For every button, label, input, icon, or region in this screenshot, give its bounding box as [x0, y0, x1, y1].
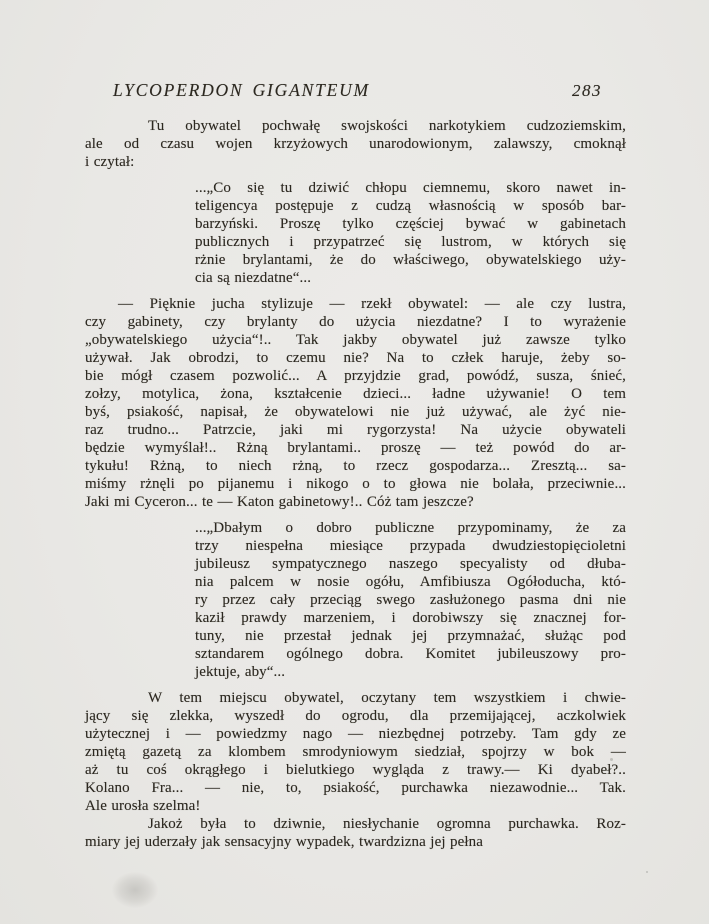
text-line: barzyński. Proszę tylko częściej bywać w gabinetach: [195, 216, 626, 232]
body-paragraph: [85, 815, 626, 851]
text-line: ...„Co się tu dziwić chłopu ciemnemu, skoro nawet in-: [195, 180, 626, 196]
page-header: [113, 80, 602, 101]
text-line: Kolano Fra... — nie, to, psiakość, purchawka niezawodnie... Tak.: [85, 780, 626, 796]
text-line: użytecznej i — powiedzmy nago — niezbędnej potrzeby. Tam gdy ze: [85, 726, 626, 742]
text-line: publicznych i przypatrzeć się lustrom, w których się: [195, 234, 626, 250]
blockquote-paragraph: [195, 179, 626, 287]
text-line: jektuje, aby“...: [195, 664, 286, 680]
text-body: [85, 117, 626, 851]
body-paragraph: [85, 117, 626, 171]
text-line: czy gabinety, czy brylanty do użycia niezdatne? I to wyrażenie: [85, 314, 626, 330]
text-line: teligencya postępuje z cudzą własnością w sposób bar-: [195, 198, 626, 214]
text-line: miary jej uderzały jak sensacyjny wypadek, twardzizna jej pełna: [85, 834, 484, 850]
text-line: używał. Jak obrodzi, to czemu nie? Na to człek haruje, żeby so-: [85, 350, 626, 366]
text-line: „obywatelskiego użycia“!.. Tak jakby obywatel już zawsze tylko: [85, 332, 626, 348]
body-paragraph: [85, 295, 626, 511]
text-line: zołzy, motylica, żona, kształcenie dzieci... ładne używanie! O tem: [85, 386, 626, 402]
text-line: zmiętą gazetą za klombem smrodyniowym siedział, spojrzy w bok —: [85, 744, 626, 760]
text-line: miśmy rżnęli po pijanemu i nikogo o to głowa nie bolała, przeciwnie...: [85, 476, 626, 492]
page-number: 283: [572, 81, 602, 100]
text-line: byś, psiakość, napisał, że obywatelowi nie już używać, ale żyć nie-: [85, 404, 626, 420]
text-line: ry przez cały przeciąg swego zasłużonego pasma dni nie: [195, 592, 626, 608]
blockquote-paragraph: [195, 519, 626, 681]
text-line: Jakoż była to dziwnie, niesłychanie ogromna purchawka. Roz-: [148, 816, 626, 832]
body-paragraph: [85, 689, 626, 815]
scan-smudge-artifact: [112, 872, 158, 908]
text-line: rżnie brylantami, że do właściwego, obywatelskiego uży-: [195, 252, 626, 268]
text-line: aż tu coś okrągłego i bielutkiego wygląda z trawy.— Ki dyabeł?..: [85, 762, 626, 778]
text-line: ale od czasu wojen krzyżowych unarodowionym, zalawszy, cmoknął: [85, 136, 626, 152]
text-line: raz trudno... Patrzcie, jaki mi rygorzysta! Na użycie obywateli: [85, 422, 626, 438]
text-line: kaził prawdy marzeniem, i dorobiwszy się znacznej for-: [195, 610, 626, 626]
text-line: bie mógł czasem pozwolić... A przyjdzie grad, powódź, susza, śnieć,: [85, 368, 626, 384]
text-line: jubileusz sympatycznego naszego specyalisty od dłuba-: [195, 556, 626, 572]
text-line: tuny, nie przestał jednak jej przymnażać, służąc pod: [195, 628, 626, 644]
running-title: LYCOPERDON GIGANTEUM: [113, 80, 370, 100]
text-line: i czytał:: [85, 154, 135, 170]
text-line: Jaki mi Cyceron... te — Katon gabinetowy!.. Cóż tam jeszcze?: [85, 494, 474, 510]
text-line: tykułu! Rżną, to niech rżną, to rzecz gospodarza... Zresztą... sa-: [85, 458, 626, 474]
text-line: Ale urosła szelma!: [85, 798, 201, 814]
scan-speck-artifact: [646, 871, 648, 873]
text-line: cia są niezdatne“...: [195, 270, 312, 286]
text-line: sztandarem ogólnego dobra. Komitet jubileuszowy pro-: [195, 646, 626, 662]
text-line: W tem miejscu obywatel, oczytany tem wszystkiem i chwie-: [148, 690, 626, 706]
text-line: Tu obywatel pochwałę swojskości narkotykiem cudzoziemskim,: [148, 118, 626, 134]
text-line: trzy niespełna miesiące przypada dwudziestopięcioletni: [195, 538, 626, 554]
text-line: ...„Dbałym o dobro publiczne przypominamy, że za: [195, 520, 626, 536]
text-line: — Pięknie jucha stylizuje — rzekł obywatel: — ale czy lustra,: [118, 296, 626, 312]
text-line: nia palcem w nosie ogółu, Amfibiusza Ogółoducha, któ-: [195, 574, 626, 590]
text-line: będzie wymyślał!.. Rżną brylantami.. proszę — też powód do ar-: [85, 440, 626, 456]
text-line: jący się zlekka, wyszedł do ogrodu, dla przemijającej, aczkolwiek: [85, 708, 626, 724]
